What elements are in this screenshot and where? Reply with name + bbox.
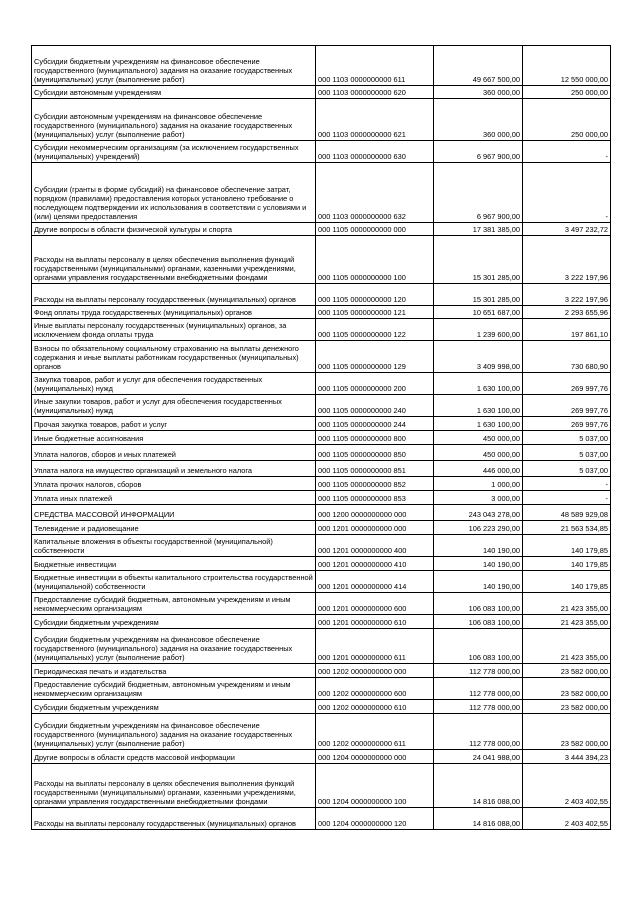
row-plan-cell: 49 667 500,00 xyxy=(434,46,523,86)
row-name-cell: Субсидии автономным учреждениям на финансовое обеспечение государственного (муниципального) задания на оказание государственных (муниципальных) услуг (выполнение работ) xyxy=(32,99,316,141)
row-code-cell: 000 1105 0000000000 800 xyxy=(316,431,434,445)
row-name-cell: Субсидии бюджетным учреждениям на финансовое обеспечение государственного (муниципального) задания на оказание государственных (муниципальных) услуг (выполнение работ) xyxy=(32,714,316,750)
row-code-cell: 000 1105 0000000000 000 xyxy=(316,223,434,236)
table-row xyxy=(32,236,611,284)
row-plan-cell: 1 630 100,00 xyxy=(434,395,523,417)
row-plan-cell: 106 223 290,00 xyxy=(434,521,523,535)
row-name-cell: Предоставление субсидий бюджетным, автономным учреждениям и иным некоммерческим организациям xyxy=(32,678,316,700)
row-fact-cell: 23 582 000,00 xyxy=(523,700,611,714)
row-fact-cell: 730 680,90 xyxy=(523,341,611,373)
row-fact-cell: 2 403 402,55 xyxy=(523,764,611,808)
table-row xyxy=(32,373,611,395)
row-name-cell: Предоставление субсидий бюджетным, автономным учреждениям и иным некоммерческим организациям xyxy=(32,593,316,615)
row-name-cell: Субсидии бюджетным учреждениям xyxy=(32,700,316,714)
row-code-cell: 000 1103 0000000000 630 xyxy=(316,141,434,163)
row-fact-cell: 140 179,85 xyxy=(523,557,611,571)
row-code-cell: 000 1202 0000000000 610 xyxy=(316,700,434,714)
row-plan-cell: 112 778 000,00 xyxy=(434,700,523,714)
table-row xyxy=(32,750,611,764)
row-fact-cell: 2 293 655,96 xyxy=(523,306,611,319)
row-name-cell: Уплата налогов, сборов и иных платежей xyxy=(32,445,316,461)
row-plan-cell: 106 083 100,00 xyxy=(434,629,523,664)
row-plan-cell: 1 239 600,00 xyxy=(434,319,523,341)
row-fact-cell: - xyxy=(523,163,611,223)
row-plan-cell: 6 967 900,00 xyxy=(434,141,523,163)
row-code-cell: 000 1201 0000000000 400 xyxy=(316,535,434,557)
row-name-cell: Субсидии бюджетным учреждениям на финансовое обеспечение государственного (муниципального) задания на оказание государственных (муниципальных) услуг (выполнение работ) xyxy=(32,629,316,664)
row-code-cell: 000 1105 0000000000 240 xyxy=(316,395,434,417)
row-plan-cell: 140 190,00 xyxy=(434,535,523,557)
row-fact-cell: 21 423 355,00 xyxy=(523,615,611,629)
table-row xyxy=(32,163,611,223)
table-row xyxy=(32,306,611,319)
row-name-cell: Расходы на выплаты персоналу в целях обеспечения выполнения функций государственными (муниципальными) органами, казенными учреждениями, органами управления государственными внебюджетными фондами xyxy=(32,236,316,284)
row-code-cell: 000 1202 0000000000 000 xyxy=(316,664,434,678)
row-name-cell: Субсидии некоммерческим организациям (за исключением государственных (муниципальных) учреждений) xyxy=(32,141,316,163)
row-fact-cell: 250 000,00 xyxy=(523,86,611,99)
row-code-cell: 000 1204 0000000000 000 xyxy=(316,750,434,764)
table-row xyxy=(32,319,611,341)
row-fact-cell: 269 997,76 xyxy=(523,373,611,395)
row-plan-cell: 24 041 988,00 xyxy=(434,750,523,764)
row-name-cell: СРЕДСТВА МАССОВОЙ ИНФОРМАЦИИ xyxy=(32,505,316,521)
row-code-cell: 000 1103 0000000000 632 xyxy=(316,163,434,223)
row-fact-cell: 269 997,76 xyxy=(523,395,611,417)
row-name-cell: Бюджетные инвестиции xyxy=(32,557,316,571)
row-plan-cell: 450 000,00 xyxy=(434,445,523,461)
table-row xyxy=(32,477,611,491)
row-code-cell: 000 1105 0000000000 851 xyxy=(316,461,434,477)
table-row xyxy=(32,491,611,505)
row-code-cell: 000 1105 0000000000 100 xyxy=(316,236,434,284)
row-plan-cell: 1 630 100,00 xyxy=(434,417,523,431)
row-plan-cell: 1 000,00 xyxy=(434,477,523,491)
row-plan-cell: 15 301 285,00 xyxy=(434,236,523,284)
row-code-cell: 000 1202 0000000000 611 xyxy=(316,714,434,750)
row-fact-cell: 21 563 534,85 xyxy=(523,521,611,535)
table-row xyxy=(32,141,611,163)
row-fact-cell: 140 179,85 xyxy=(523,535,611,557)
table-row xyxy=(32,535,611,557)
table-row xyxy=(32,571,611,593)
row-fact-cell: - xyxy=(523,477,611,491)
row-plan-cell: 140 190,00 xyxy=(434,571,523,593)
row-fact-cell: 269 997,76 xyxy=(523,417,611,431)
row-code-cell: 000 1105 0000000000 122 xyxy=(316,319,434,341)
row-fact-cell: 140 179,85 xyxy=(523,571,611,593)
row-fact-cell: 3 444 394,23 xyxy=(523,750,611,764)
row-fact-cell: - xyxy=(523,141,611,163)
row-plan-cell: 112 778 000,00 xyxy=(434,664,523,678)
row-plan-cell: 360 000,00 xyxy=(434,86,523,99)
row-name-cell: Субсидии автономным учреждениям xyxy=(32,86,316,99)
row-plan-cell: 15 301 285,00 xyxy=(434,284,523,306)
row-name-cell: Взносы по обязательному социальному страхованию на выплаты денежного содержания и иные выплаты работникам государственных (муниципальных) органов xyxy=(32,341,316,373)
row-name-cell: Субсидии бюджетным учреждениям на финансовое обеспечение государственного (муниципального) задания на оказание государственных (муниципальных) услуг (выполнение работ) xyxy=(32,46,316,86)
row-fact-cell: 48 589 929,08 xyxy=(523,505,611,521)
row-code-cell: 000 1201 0000000000 000 xyxy=(316,521,434,535)
row-name-cell: Субсидии (гранты в форме субсидий) на финансовое обеспечение затрат, порядком (правилами) предоставления которых установлено требование о последующем подтверждении их использования в соответствии с условиями и (или) целями предоставления xyxy=(32,163,316,223)
table-row xyxy=(32,431,611,445)
table-row xyxy=(32,629,611,664)
row-code-cell: 000 1204 0000000000 100 xyxy=(316,764,434,808)
row-plan-cell: 3 409 998,00 xyxy=(434,341,523,373)
row-code-cell: 000 1105 0000000000 853 xyxy=(316,491,434,505)
row-plan-cell: 1 630 100,00 xyxy=(434,373,523,395)
table-row xyxy=(32,223,611,236)
row-plan-cell: 17 381 385,00 xyxy=(434,223,523,236)
table-row xyxy=(32,341,611,373)
row-code-cell: 000 1105 0000000000 200 xyxy=(316,373,434,395)
row-name-cell: Уплата налога на имущество организаций и земельного налога xyxy=(32,461,316,477)
row-plan-cell: 450 000,00 xyxy=(434,431,523,445)
row-name-cell: Прочая закупка товаров, работ и услуг xyxy=(32,417,316,431)
row-name-cell: Закупка товаров, работ и услуг для обеспечения государственных (муниципальных) нужд xyxy=(32,373,316,395)
row-name-cell: Иные бюджетные ассигнования xyxy=(32,431,316,445)
row-name-cell: Телевидение и радиовещание xyxy=(32,521,316,535)
row-code-cell: 000 1103 0000000000 611 xyxy=(316,46,434,86)
row-name-cell: Другие вопросы в области физической культуры и спорта xyxy=(32,223,316,236)
table-row xyxy=(32,714,611,750)
row-code-cell: 000 1204 0000000000 120 xyxy=(316,808,434,830)
row-fact-cell: 2 403 402,55 xyxy=(523,808,611,830)
row-name-cell: Иные выплаты персоналу государственных (муниципальных) органов, за исключением фонда оплаты труда xyxy=(32,319,316,341)
row-plan-cell: 6 967 900,00 xyxy=(434,163,523,223)
row-code-cell: 000 1201 0000000000 600 xyxy=(316,593,434,615)
row-plan-cell: 112 778 000,00 xyxy=(434,678,523,700)
row-code-cell: 000 1105 0000000000 852 xyxy=(316,477,434,491)
row-code-cell: 000 1105 0000000000 120 xyxy=(316,284,434,306)
row-code-cell: 000 1201 0000000000 610 xyxy=(316,615,434,629)
row-code-cell: 000 1201 0000000000 611 xyxy=(316,629,434,664)
row-code-cell: 000 1105 0000000000 129 xyxy=(316,341,434,373)
row-code-cell: 000 1105 0000000000 121 xyxy=(316,306,434,319)
row-fact-cell: 3 497 232,72 xyxy=(523,223,611,236)
row-plan-cell: 3 000,00 xyxy=(434,491,523,505)
row-code-cell: 000 1105 0000000000 244 xyxy=(316,417,434,431)
table-row xyxy=(32,521,611,535)
row-name-cell: Капитальные вложения в объекты государственной (муниципальной) собственности xyxy=(32,535,316,557)
row-fact-cell: 23 582 000,00 xyxy=(523,664,611,678)
row-name-cell: Субсидии бюджетным учреждениям xyxy=(32,615,316,629)
table-row xyxy=(32,615,611,629)
row-fact-cell: 23 582 000,00 xyxy=(523,678,611,700)
row-fact-cell: 5 037,00 xyxy=(523,431,611,445)
row-name-cell: Иные закупки товаров, работ и услуг для обеспечения государственных (муниципальных) нужд xyxy=(32,395,316,417)
row-code-cell: 000 1103 0000000000 621 xyxy=(316,99,434,141)
table-row xyxy=(32,461,611,477)
budget-expense-table xyxy=(31,45,611,830)
table-row xyxy=(32,700,611,714)
row-fact-cell: 12 550 000,00 xyxy=(523,46,611,86)
document-page xyxy=(31,45,611,830)
row-plan-cell: 106 083 100,00 xyxy=(434,615,523,629)
table-row xyxy=(32,557,611,571)
row-name-cell: Расходы на выплаты персоналу государственных (муниципальных) органов xyxy=(32,808,316,830)
row-fact-cell: 21 423 355,00 xyxy=(523,593,611,615)
row-plan-cell: 140 190,00 xyxy=(434,557,523,571)
table-row xyxy=(32,664,611,678)
row-name-cell: Фонд оплаты труда государственных (муниципальных) органов xyxy=(32,306,316,319)
row-code-cell: 000 1103 0000000000 620 xyxy=(316,86,434,99)
table-row xyxy=(32,46,611,86)
row-name-cell: Периодическая печать и издательства xyxy=(32,664,316,678)
row-plan-cell: 106 083 100,00 xyxy=(434,593,523,615)
row-plan-cell: 112 778 000,00 xyxy=(434,714,523,750)
table-row xyxy=(32,86,611,99)
row-code-cell: 000 1201 0000000000 410 xyxy=(316,557,434,571)
table-row xyxy=(32,764,611,808)
row-code-cell: 000 1201 0000000000 414 xyxy=(316,571,434,593)
table-row xyxy=(32,505,611,521)
row-code-cell: 000 1200 0000000000 000 xyxy=(316,505,434,521)
table-row xyxy=(32,395,611,417)
row-plan-cell: 243 043 278,00 xyxy=(434,505,523,521)
row-name-cell: Другие вопросы в области средств массовой информации xyxy=(32,750,316,764)
row-fact-cell: 250 000,00 xyxy=(523,99,611,141)
row-name-cell: Расходы на выплаты персоналу в целях обеспечения выполнения функций государственными (муниципальными) органами, казенными учреждениями, органами управления государственными внебюджетными фондами xyxy=(32,764,316,808)
table-row xyxy=(32,284,611,306)
row-fact-cell: 3 222 197,96 xyxy=(523,284,611,306)
row-fact-cell: - xyxy=(523,491,611,505)
row-fact-cell: 5 037,00 xyxy=(523,461,611,477)
row-code-cell: 000 1105 0000000000 850 xyxy=(316,445,434,461)
row-code-cell: 000 1202 0000000000 600 xyxy=(316,678,434,700)
row-fact-cell: 3 222 197,96 xyxy=(523,236,611,284)
row-plan-cell: 14 816 088,00 xyxy=(434,808,523,830)
table-row xyxy=(32,99,611,141)
table-row xyxy=(32,808,611,830)
row-plan-cell: 360 000,00 xyxy=(434,99,523,141)
row-fact-cell: 5 037,00 xyxy=(523,445,611,461)
row-name-cell: Бюджетные инвестиции в объекты капитального строительства государственной (муниципальной) собственности xyxy=(32,571,316,593)
row-fact-cell: 23 582 000,00 xyxy=(523,714,611,750)
table-row xyxy=(32,593,611,615)
row-plan-cell: 10 651 687,00 xyxy=(434,306,523,319)
row-name-cell: Уплата иных платежей xyxy=(32,491,316,505)
row-fact-cell: 21 423 355,00 xyxy=(523,629,611,664)
table-row xyxy=(32,678,611,700)
table-row xyxy=(32,445,611,461)
row-name-cell: Уплата прочих налогов, сборов xyxy=(32,477,316,491)
table-body xyxy=(32,46,611,830)
row-fact-cell: 197 861,10 xyxy=(523,319,611,341)
table-row xyxy=(32,417,611,431)
row-name-cell: Расходы на выплаты персоналу государственных (муниципальных) органов xyxy=(32,284,316,306)
row-plan-cell: 446 000,00 xyxy=(434,461,523,477)
row-plan-cell: 14 816 088,00 xyxy=(434,764,523,808)
